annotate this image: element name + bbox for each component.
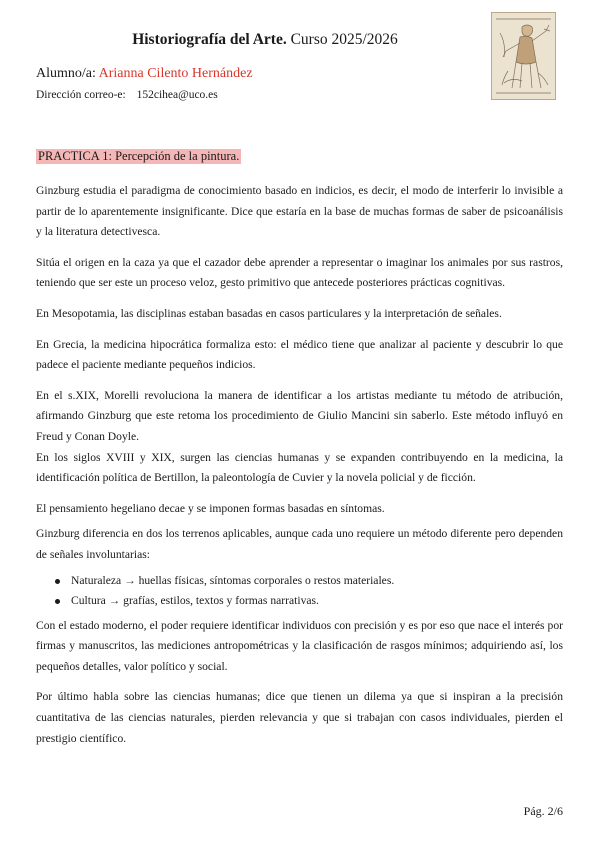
course-year: Curso 2025/2026 <box>290 31 398 48</box>
practice-title: PRACTICA 1: Percepción de la pintura. <box>38 149 240 163</box>
document-body <box>36 181 563 759</box>
bullet-list <box>36 571 563 612</box>
paragraph: En el s.XIX, Morelli revoluciona la manera de identificar a los artistas mediante tu método de atribución, afirmando Ginzburg que este retoma los procedimiento de Giulio Mancini sin saberlo. Este método influyó en Freud y Conan Doyle. <box>36 388 563 443</box>
bullet-icon <box>55 599 60 604</box>
list-item-text: Cultura → grafías, estilos, textos y formas narrativas. <box>71 594 319 608</box>
page-number: Pág. 2/6 <box>523 804 563 818</box>
paragraph: Ginzburg diferencia en dos los terrenos aplicables, aunque cada uno requiere un método diferente pero dependen de señales involuntarias: <box>36 527 563 561</box>
course-header <box>0 31 530 49</box>
bullet-icon <box>55 579 60 584</box>
paragraph: En Mesopotamia, las disciplinas estaban basadas en casos particulares y la interpretación de señales. <box>36 306 502 320</box>
paragraph: Sitúa el origen en la caza ya que el cazador debe aprender a representar o imaginar los animales por sus rastros, teniendo que ser este un proceso veloz, gesto primitivo que antecede posteriores prácticas cognitivas. <box>36 255 563 290</box>
student-label: Alumno/a: <box>36 66 96 81</box>
paragraph: El pensamiento hegeliano decae y se imponen formas basadas en síntomas. <box>36 501 385 515</box>
email-value: 152cihea@uco.es <box>136 89 218 101</box>
list-item-text: Naturaleza → huellas físicas, síntomas corporales o restos materiales. <box>71 573 395 587</box>
list-item <box>36 591 563 612</box>
student-name: Arianna Cilento Hernández <box>98 66 253 81</box>
paragraph: En los siglos XVIII y XIX, surgen las ciencias humanas y se expanden contribuyendo en la medicina, la identificación política de Bertillon, la paleontología de Cuvier y la novela policial y de ficción. <box>36 450 563 485</box>
paragraph: Con el estado moderno, el poder requiere identificar individuos con precisión y es por eso que nace el interés por firmas y manuscritos, las mediciones antropométricas y la clasificación de rasgos mínimos; adquiriendo así, los pequeños detalles, valor político y social. <box>36 618 563 673</box>
paragraph: En Grecia, la medicina hipocrática formaliza esto: el médico tiene que analizar al paciente y descubrir lo que padece el paciente mediante pequeños indicios. <box>36 337 563 372</box>
list-item <box>36 571 563 592</box>
email-label: Dirección correo-e: <box>36 89 126 101</box>
paragraph: Ginzburg estudia el paradigma de conocimiento basado en indicios, es decir, el modo de interferir lo invisible a partir de lo aparentemente insignificante. Dice que estaría en la base de muchas formas de saber de psicoanálisis y la literatura detectivesca. <box>36 184 563 239</box>
university-emblem-image <box>491 12 556 100</box>
student-line <box>36 66 253 82</box>
paragraph: Por último habla sobre las ciencias humanas; dice que tienen un dilema ya que si inspiran a la precisión cuantitativa de las ciencias naturales, pierden relevancia y que si trabajan con casos individuales, pierden el prestigio científico. <box>36 690 563 745</box>
email-line <box>36 89 218 101</box>
course-name: Historiografía del Arte. <box>132 31 287 48</box>
